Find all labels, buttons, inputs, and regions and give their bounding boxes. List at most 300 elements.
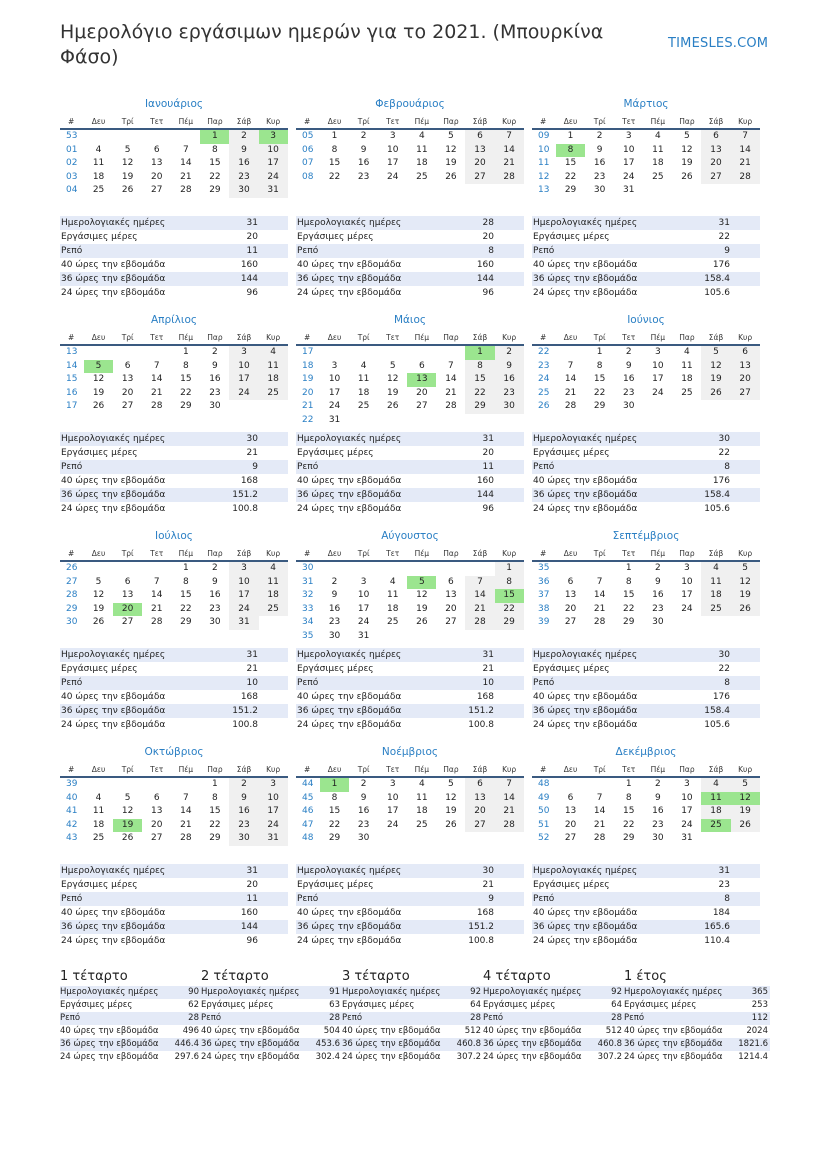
- day-cell: 21: [731, 157, 760, 171]
- stats-band: [60, 635, 768, 741]
- day-cell: 4: [654, 131, 661, 141]
- weekday-label: Δευ: [563, 765, 578, 774]
- stat-row: [296, 216, 524, 230]
- day-cell: 1: [320, 778, 349, 792]
- day-cell: 5: [124, 144, 131, 155]
- month-calendar: [532, 741, 760, 851]
- weekday-header: [296, 331, 524, 346]
- weekday-label: Τρί: [357, 117, 370, 126]
- weekday-label: Πέμ: [650, 765, 666, 774]
- day-cell: [84, 346, 113, 360]
- stat-label: 40 ώρες την εβδομάδα: [533, 692, 638, 702]
- day-cell: 1: [625, 563, 632, 573]
- quarter-stat-row: [60, 1025, 201, 1038]
- day-cell: 17: [652, 374, 664, 384]
- day-cell: 30: [652, 617, 664, 627]
- day-cell: 19: [387, 387, 399, 398]
- quarter-stat-row: [624, 1025, 770, 1038]
- day-cell: [84, 130, 113, 144]
- day-cell: [701, 832, 730, 846]
- quarter-stat-label: 24 ώρες την εβδομάδα: [624, 1052, 723, 1062]
- day-cell: 17: [623, 158, 635, 168]
- week-number: 13: [66, 347, 78, 357]
- day-cell: 19: [445, 158, 457, 168]
- week-number: 33: [302, 603, 314, 614]
- day-cell: 3: [389, 779, 396, 789]
- brand-link[interactable]: TIMESLES.COM: [668, 36, 769, 51]
- day-cell: 11: [416, 144, 428, 155]
- day-cell: 4: [701, 778, 730, 792]
- stat-label: Ρεπό: [533, 246, 555, 256]
- quarter-stat-value: 253: [751, 1000, 768, 1010]
- day-cell: 2: [229, 778, 258, 792]
- weekday-label: #: [540, 333, 547, 342]
- day-cell: 17: [357, 603, 370, 614]
- quarter-title: 1 έτος: [624, 969, 667, 984]
- day-cell: [643, 184, 672, 198]
- month-name: Αύγουστος: [381, 530, 439, 542]
- stat-label: Εργάσιμες μέρες: [61, 880, 138, 890]
- day-cell: 2: [654, 779, 661, 789]
- weekday-label: Δευ: [91, 549, 106, 558]
- stat-row: [60, 502, 288, 516]
- stat-row: [60, 258, 288, 272]
- week-row: [296, 373, 524, 387]
- weekday-label: Σάβ: [708, 549, 724, 558]
- stat-value: 168: [476, 692, 494, 702]
- day-cell: 28: [593, 833, 606, 843]
- day-cell: 29: [623, 617, 635, 627]
- stat-label: 36 ώρες την εβδομάδα: [533, 490, 638, 500]
- day-cell: 20: [465, 805, 494, 819]
- day-cell: 4: [95, 792, 102, 803]
- week-number: 34: [302, 617, 314, 627]
- day-cell: 5: [731, 562, 760, 576]
- weekday-label: Σάβ: [236, 333, 252, 342]
- stat-label: 36 ώρες την εβδομάδα: [61, 706, 166, 716]
- day-cell: 2: [360, 131, 367, 141]
- quarter-stat-value: 2024: [746, 1026, 768, 1036]
- day-cell: 26: [445, 171, 457, 182]
- day-cell: [731, 616, 760, 630]
- day-cell: [465, 630, 494, 644]
- day-cell: 15: [209, 806, 221, 816]
- quarter-stat-value: 90: [188, 987, 199, 997]
- quarter-stat-value: 512: [464, 1026, 481, 1036]
- weekday-label: #: [304, 333, 311, 342]
- month-name: Μάρτιος: [623, 98, 669, 110]
- month-stats: [532, 216, 760, 309]
- quarter-stat-value: 453.6: [315, 1039, 340, 1049]
- day-cell: 28: [731, 171, 760, 185]
- day-cell: 14: [495, 792, 524, 806]
- week-number: 53: [66, 131, 78, 141]
- stat-row: [296, 934, 524, 948]
- stat-row: [296, 662, 524, 676]
- weekday-label: Δευ: [91, 765, 106, 774]
- quarter-stat-label: 40 ώρες την εβδομάδα: [342, 1026, 441, 1036]
- week-number: 20: [302, 387, 314, 398]
- day-cell: 17: [259, 805, 288, 819]
- quarter-stat-row: [201, 1038, 342, 1051]
- week-row: [296, 400, 524, 414]
- month-name: Ιούλιος: [155, 530, 193, 542]
- stat-value: 144: [240, 922, 258, 932]
- stat-label: 24 ώρες την εβδομάδα: [533, 720, 638, 730]
- quarter-stat-value: 307.2: [597, 1052, 622, 1062]
- weekday-label: Σάβ: [708, 765, 724, 774]
- week-number: 44: [302, 779, 314, 789]
- weekday-label: #: [304, 549, 311, 558]
- stat-value: 22: [718, 448, 730, 458]
- week-row: [60, 616, 288, 630]
- day-cell: 19: [416, 603, 428, 614]
- weekday-label: Πέμ: [414, 333, 430, 342]
- day-cell: 31: [357, 630, 370, 641]
- weekday-label: Τετ: [622, 549, 636, 558]
- week-number: 40: [66, 792, 78, 803]
- stat-value: 168: [476, 908, 494, 918]
- weekday-label: #: [304, 117, 311, 126]
- day-cell: 16: [229, 157, 258, 171]
- week-number: 49: [538, 792, 550, 803]
- quarter-stat-value: 460.8: [456, 1039, 481, 1049]
- day-cell: 7: [731, 130, 760, 144]
- day-cell: 12: [445, 792, 457, 803]
- day-cell: 11: [652, 144, 664, 155]
- day-cell: 5: [731, 778, 760, 792]
- day-cell: 19: [701, 373, 730, 387]
- day-cell: 22: [328, 171, 341, 182]
- stat-row: [532, 934, 760, 948]
- day-cell: 21: [495, 805, 524, 819]
- day-cell: 9: [596, 144, 603, 155]
- day-cell: 22: [209, 819, 221, 830]
- stat-label: 36 ώρες την εβδομάδα: [533, 922, 638, 932]
- day-cell: 16: [209, 590, 221, 600]
- day-cell: 29: [623, 833, 635, 843]
- stat-label: 36 ώρες την εβδομάδα: [61, 922, 166, 932]
- stat-value: 151.2: [468, 922, 494, 932]
- week-row: [60, 819, 288, 833]
- day-cell: [436, 832, 465, 846]
- month-name: Μάιος: [393, 314, 427, 326]
- week-row: [532, 130, 760, 144]
- day-cell: 23: [652, 603, 664, 614]
- stat-label: 40 ώρες την εβδομάδα: [61, 260, 166, 270]
- stat-value: 8: [488, 246, 494, 256]
- stat-value: 28: [482, 218, 494, 228]
- day-cell: 15: [593, 374, 606, 384]
- stat-row: [532, 216, 760, 230]
- stat-row: [532, 272, 760, 286]
- day-cell: 8: [331, 144, 338, 155]
- stat-label: 36 ώρες την εβδομάδα: [297, 490, 402, 500]
- day-cell: 20: [445, 603, 457, 614]
- stat-label: Εργάσιμες μέρες: [61, 232, 138, 242]
- stat-label: 36 ώρες την εβδομάδα: [297, 922, 402, 932]
- weekday-label: Κυρ: [266, 549, 281, 558]
- quarter-stat-row: [342, 1025, 483, 1038]
- stat-label: Εργάσιμες μέρες: [297, 880, 374, 890]
- day-cell: 16: [495, 373, 524, 387]
- week-number: 21: [302, 401, 314, 411]
- month-stats: [60, 864, 288, 957]
- day-cell: 21: [151, 387, 163, 398]
- day-cell: 13: [731, 360, 760, 374]
- stat-value: 9: [252, 462, 258, 472]
- week-row: [296, 562, 524, 576]
- day-cell: [495, 630, 524, 644]
- day-cell: 5: [124, 792, 131, 803]
- day-cell: [142, 562, 171, 576]
- day-cell: 1: [495, 562, 524, 576]
- day-cell: 1: [200, 130, 229, 144]
- weekday-header: [60, 115, 288, 130]
- stat-value: 176: [712, 692, 730, 702]
- day-cell: 3: [331, 360, 338, 371]
- stat-value: 105.6: [704, 288, 730, 298]
- month-calendar: [532, 93, 760, 203]
- stat-row: [60, 690, 288, 704]
- day-cell: 17: [681, 590, 693, 600]
- day-cell: 11: [416, 792, 428, 803]
- day-cell: 3: [389, 131, 396, 141]
- stat-value: 168: [240, 476, 258, 486]
- quarter-stat-row: [624, 999, 770, 1012]
- week-number: 10: [538, 144, 550, 155]
- stat-value: 22: [718, 232, 730, 242]
- week-number: 11: [538, 158, 550, 168]
- month-name: Οκτώβριος: [144, 746, 204, 758]
- week-row: [532, 157, 760, 171]
- week-row: [60, 184, 288, 198]
- weekday-label: Τετ: [150, 765, 164, 774]
- weekday-label: Πέμ: [650, 549, 666, 558]
- day-cell: 3: [229, 562, 258, 576]
- stat-value: 30: [718, 434, 730, 444]
- stat-label: 40 ώρες την εβδομάδα: [61, 908, 166, 918]
- stat-value: 11: [246, 894, 258, 904]
- week-number: 38: [538, 603, 550, 614]
- week-number: 43: [66, 833, 78, 843]
- stat-value: 11: [246, 246, 258, 256]
- day-cell: [378, 630, 407, 644]
- stat-label: 40 ώρες την εβδομάδα: [533, 908, 638, 918]
- week-row: [60, 832, 288, 846]
- day-cell: 19: [113, 819, 142, 833]
- quarter-stat-value: 512: [605, 1026, 622, 1036]
- week-row: [532, 603, 760, 617]
- stat-label: Ημερολογιακές ημέρες: [61, 218, 166, 228]
- stat-value: 30: [482, 866, 494, 876]
- day-cell: 15: [328, 158, 341, 168]
- stat-label: Ρεπό: [61, 894, 83, 904]
- stat-row: [60, 460, 288, 474]
- stat-label: 40 ώρες την εβδομάδα: [533, 260, 638, 270]
- stat-row: [296, 878, 524, 892]
- week-number: 45: [302, 792, 314, 803]
- weekday-label: Τρί: [121, 549, 134, 558]
- day-cell: 10: [259, 792, 288, 806]
- stat-row: [532, 502, 760, 516]
- quarter-stat-label: Εργάσιμες μέρες: [342, 1000, 415, 1010]
- stat-value: 31: [718, 218, 730, 228]
- day-cell: 14: [465, 589, 494, 603]
- quarter-stat-label: 40 ώρες την εβδομάδα: [201, 1026, 300, 1036]
- week-row: [60, 805, 288, 819]
- day-cell: 25: [259, 603, 288, 617]
- quarter-stat-label: Ρεπό: [201, 1013, 222, 1023]
- stat-value: 160: [476, 260, 494, 270]
- day-cell: 13: [151, 158, 163, 168]
- week-row: [296, 346, 524, 360]
- week-number: 23: [538, 360, 550, 371]
- day-cell: 21: [495, 157, 524, 171]
- day-cell: 23: [229, 171, 258, 185]
- stat-value: 96: [482, 288, 494, 298]
- stat-value: 160: [240, 908, 258, 918]
- day-cell: 18: [387, 603, 399, 614]
- quarter-stat-value: 112: [751, 1013, 768, 1023]
- quarter-stat-row: [60, 1038, 201, 1051]
- week-row: [60, 589, 288, 603]
- day-cell: 7: [182, 792, 189, 803]
- day-cell: 30: [623, 401, 635, 411]
- weekday-label: Σάβ: [236, 117, 252, 126]
- day-cell: 8: [331, 792, 338, 803]
- day-cell: 16: [652, 806, 664, 816]
- day-cell: 10: [357, 590, 370, 600]
- day-cell: 16: [229, 805, 258, 819]
- day-cell: 23: [357, 171, 370, 182]
- stat-label: Ρεπό: [297, 678, 319, 688]
- day-cell: 23: [209, 387, 221, 398]
- stat-label: 40 ώρες την εβδομάδα: [61, 476, 166, 486]
- quarter-stat-value: 1214.4: [738, 1052, 768, 1062]
- day-cell: 2: [360, 779, 367, 789]
- quarter-stats: [624, 986, 770, 1064]
- day-cell: 9: [654, 576, 661, 587]
- weekday-header: [60, 331, 288, 346]
- stat-row: [60, 718, 288, 732]
- week-row: [296, 157, 524, 171]
- month-stats: [296, 648, 524, 741]
- day-cell: [113, 346, 142, 360]
- stat-value: 20: [482, 448, 494, 458]
- day-cell: [643, 400, 672, 414]
- day-cell: [229, 400, 258, 414]
- stat-value: 8: [724, 462, 730, 472]
- stat-value: 23: [718, 880, 730, 890]
- day-cell: 28: [593, 617, 606, 627]
- day-cell: 6: [567, 576, 574, 587]
- day-cell: 22: [465, 387, 494, 401]
- week-row: [60, 360, 288, 374]
- weekday-label: Δευ: [563, 549, 578, 558]
- day-cell: 28: [151, 401, 163, 411]
- day-cell: 23: [209, 603, 221, 614]
- stat-row: [60, 432, 288, 446]
- quarter-title: 4 τέταρτο: [483, 969, 551, 984]
- stat-value: 151.2: [468, 706, 494, 716]
- month-calendar: [532, 309, 760, 427]
- day-cell: [731, 832, 760, 846]
- day-cell: 21: [180, 171, 192, 182]
- day-cell: 15: [623, 806, 635, 816]
- weekday-label: Σάβ: [708, 117, 724, 126]
- day-cell: 13: [151, 806, 163, 816]
- day-cell: 15: [564, 158, 577, 168]
- day-cell: 13: [564, 806, 577, 816]
- day-cell: 21: [465, 603, 494, 617]
- stat-label: Ημερολογιακές ημέρες: [61, 866, 166, 876]
- stat-label: 36 ώρες την εβδομάδα: [533, 706, 638, 716]
- stat-label: 24 ώρες την εβδομάδα: [61, 720, 166, 730]
- stat-row: [296, 648, 524, 662]
- day-cell: 3: [625, 131, 632, 141]
- stat-label: 24 ώρες την εβδομάδα: [297, 720, 402, 730]
- quarter-stat-row: [483, 1012, 624, 1025]
- day-cell: 12: [445, 144, 457, 155]
- weekday-label: Τετ: [386, 765, 400, 774]
- quarter-stat-label: 36 ώρες την εβδομάδα: [483, 1039, 582, 1049]
- stat-value: 100.8: [232, 504, 258, 514]
- stat-value: 144: [476, 274, 494, 284]
- day-cell: 24: [652, 387, 664, 398]
- day-cell: 14: [564, 374, 577, 384]
- stat-row: [60, 704, 288, 718]
- day-cell: 15: [623, 590, 635, 600]
- day-cell: 21: [151, 603, 163, 614]
- day-cell: 10: [387, 792, 399, 803]
- day-cell: 21: [564, 387, 577, 398]
- stat-row: [60, 676, 288, 690]
- quarter-stat-row: [342, 1051, 483, 1064]
- day-cell: 28: [495, 171, 524, 185]
- stat-value: 184: [712, 908, 730, 918]
- day-cell: 5: [448, 779, 454, 789]
- day-cell: 25: [416, 171, 428, 182]
- day-cell: 13: [407, 373, 436, 387]
- day-cell: 20: [151, 171, 163, 182]
- quarter-stat-row: [483, 986, 624, 999]
- day-cell: 10: [328, 374, 341, 384]
- weekday-label: Τετ: [150, 549, 164, 558]
- day-cell: 26: [731, 819, 760, 833]
- calendar-band: [60, 93, 768, 203]
- week-number: 05: [302, 131, 314, 141]
- stat-value: 176: [712, 260, 730, 270]
- day-cell: 30: [209, 401, 221, 411]
- day-cell: 2: [625, 347, 632, 357]
- stat-value: 20: [246, 880, 258, 890]
- day-cell: 13: [564, 590, 577, 600]
- week-row: [532, 346, 760, 360]
- quarter-stat-value: 302.4: [315, 1052, 340, 1062]
- quarter-stat-label: 24 ώρες την εβδομάδα: [60, 1052, 159, 1062]
- stat-value: 158.4: [704, 274, 730, 284]
- day-cell: 19: [92, 387, 105, 398]
- calendar-band: [60, 309, 768, 425]
- stat-value: 105.6: [704, 504, 730, 514]
- stat-label: 36 ώρες την εβδομάδα: [61, 274, 166, 284]
- day-cell: 21: [593, 819, 606, 830]
- stat-label: 40 ώρες την εβδομάδα: [533, 476, 638, 486]
- stat-label: 40 ώρες την εβδομάδα: [297, 260, 402, 270]
- week-row: [60, 387, 288, 401]
- day-cell: 29: [465, 400, 494, 414]
